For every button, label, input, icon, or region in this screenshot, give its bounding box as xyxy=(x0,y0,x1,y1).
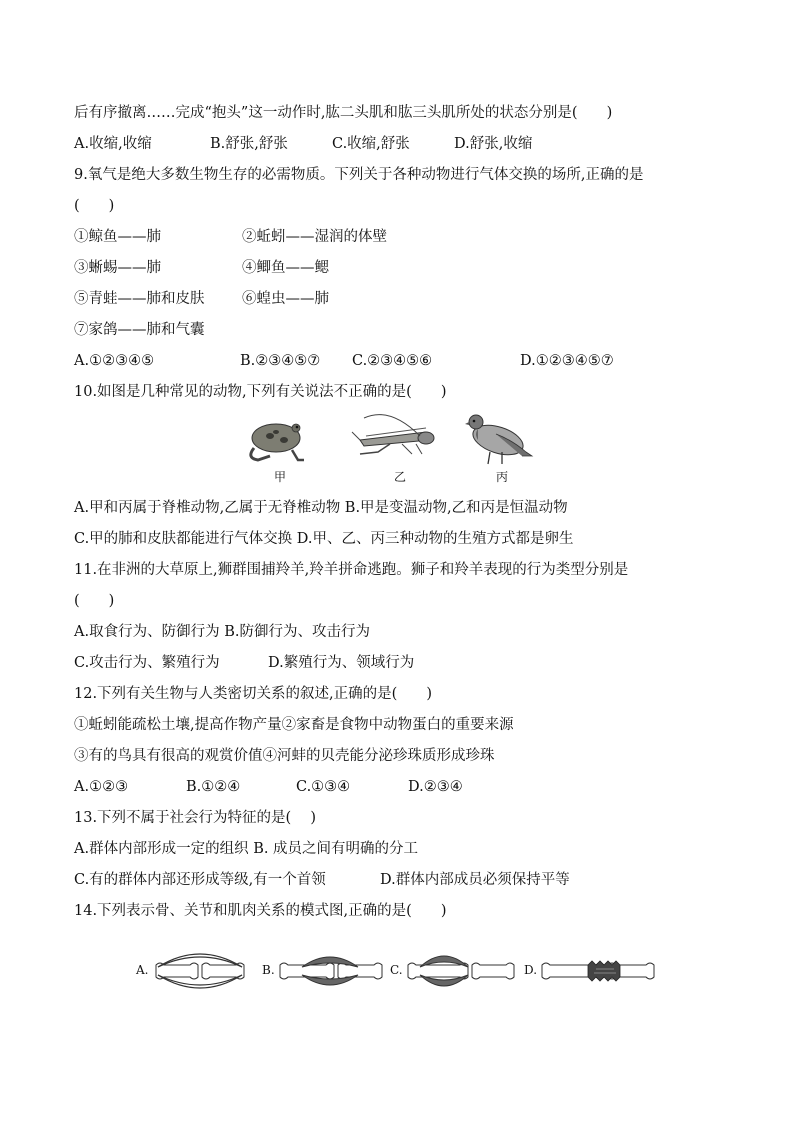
q13-option-d: D.群体内部成员必须保持平等 xyxy=(380,872,570,888)
q12-option-c: C.①③④ xyxy=(296,779,351,795)
q12-option-a: A.①②③ xyxy=(74,779,129,795)
q9-option-b: B.②③④⑤⑦ xyxy=(240,353,321,369)
q10-options-cd: C.甲的肺和皮肤都能进行气体交换 D.甲、乙、丙三种动物的生殖方式都是卵生 xyxy=(74,531,574,547)
q12-statements-1: ①蚯蚓能疏松土壤,提高作物产量②家畜是食物中动物蛋白的重要来源 xyxy=(74,717,514,733)
q9-item-4: ④鲫鱼——鳃 xyxy=(242,260,329,276)
q10-options-ab: A.甲和丙属于脊椎动物,乙属于无脊椎动物 B.甲是变温动物,乙和丙是恒温动物 xyxy=(74,500,568,516)
diagram-a-icon xyxy=(156,954,244,988)
q9-item-6: ⑥蝗虫——肺 xyxy=(242,291,329,307)
q8-option-a: A.收缩,收缩 xyxy=(74,136,152,152)
q14-option-a-label: A. xyxy=(136,963,149,977)
q12-stem: 12.下列有关生物与人类密切关系的叙述,正确的是( ) xyxy=(74,686,432,702)
q9-item-7: ⑦家鸽——肺和气囊 xyxy=(74,322,205,338)
q9-item-5: ⑤青蛙——肺和皮肤 xyxy=(74,291,205,307)
q9-option-c: C.②③④⑤⑥ xyxy=(352,353,433,369)
q8-stem-tail: 后有序撤离……完成“抱头”这一动作时,肱二头肌和肱三头肌所处的状态分别是( ) xyxy=(74,105,613,121)
q9-answer-paren: ( ) xyxy=(74,198,115,214)
q13-stem: 13.下列不属于社会行为特征的是( ) xyxy=(74,810,316,826)
q9-item-2: ②蚯蚓——湿润的体壁 xyxy=(242,229,387,245)
q11-options-ab: A.取食行为、防御行为 B.防御行为、攻击行为 xyxy=(74,624,370,640)
q11-answer-paren: ( ) xyxy=(74,593,115,609)
q11-stem: 11.在非洲的大草原上,狮群围捕羚羊,羚羊拼命逃跑。狮子和羚羊表现的行为类型分别是 xyxy=(74,562,629,578)
label-yi: 乙 xyxy=(394,470,407,484)
q8-option-b: B.舒张,舒张 xyxy=(210,136,288,152)
q12-option-d: D.②③④ xyxy=(408,779,463,795)
bone-muscle-diagrams xyxy=(130,945,670,995)
diagram-b-icon xyxy=(280,957,382,985)
q14-diagram-row xyxy=(130,945,670,995)
label-bing: 丙 xyxy=(496,470,509,484)
q11-option-d: D.繁殖行为、领域行为 xyxy=(268,655,415,671)
grasshopper-icon xyxy=(352,415,434,454)
q14-option-d-label: D. xyxy=(524,963,538,977)
pigeon-icon xyxy=(465,415,532,464)
q9-option-a: A.①②③④⑤ xyxy=(74,353,155,369)
q10-animals-figure xyxy=(240,410,540,486)
q9-item-3: ③蜥蜴——肺 xyxy=(74,260,161,276)
q14-option-b-label: B. xyxy=(262,963,275,977)
label-jia: 甲 xyxy=(274,470,287,484)
q9-stem: 9.氧气是绝大多数生物生存的必需物质。下列关于各种动物进行气体交换的场所,正确的是 xyxy=(74,167,644,183)
diagram-c-icon xyxy=(408,956,514,986)
animals-illustration xyxy=(240,410,540,468)
q12-statements-2: ③有的鸟具有很高的观赏价值④河蚌的贝壳能分泌珍珠质形成珍珠 xyxy=(74,748,495,764)
diagram-d-icon xyxy=(542,961,654,981)
q9-item-1: ①鲸鱼——肺 xyxy=(74,229,161,245)
q8-option-d: D.舒张,收缩 xyxy=(454,136,533,152)
q14-stem: 14.下列表示骨、关节和肌肉关系的模式图,正确的是( ) xyxy=(74,903,447,919)
q13-option-c: C.有的群体内部还形成等级,有一个首领 xyxy=(74,872,326,888)
q13-options-ab: A.群体内部形成一定的组织 B. 成员之间有明确的分工 xyxy=(74,841,419,857)
q10-stem: 10.如图是几种常见的动物,下列有关说法不正确的是( ) xyxy=(74,384,447,400)
q9-option-d: D.①②③④⑤⑦ xyxy=(520,353,614,369)
q8-option-c: C.收缩,舒张 xyxy=(332,136,410,152)
frog-icon xyxy=(251,424,304,460)
q14-option-c-label: C. xyxy=(390,963,403,977)
q12-option-b: B.①②④ xyxy=(186,779,241,795)
q11-option-c: C.攻击行为、繁殖行为 xyxy=(74,655,220,671)
